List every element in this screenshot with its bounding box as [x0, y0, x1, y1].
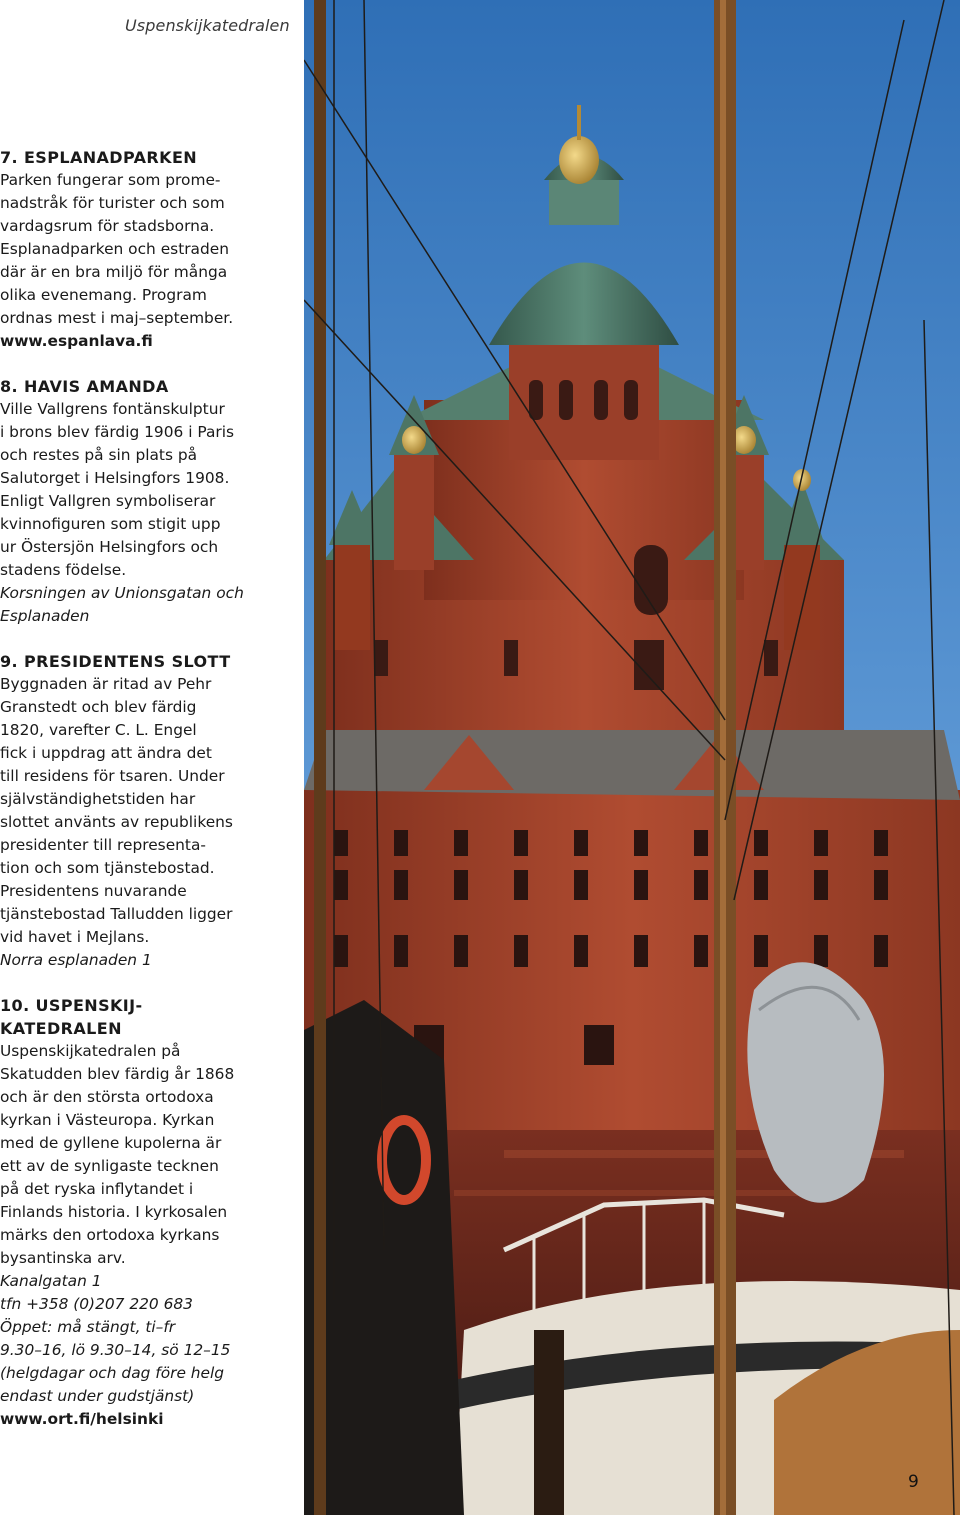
section-havis-amanda — [0, 375, 300, 628]
phone-line: tfn +358 (0)207 220 683 — [0, 1295, 193, 1313]
body-line: Ville Vallgrens fontänskulptur — [0, 400, 225, 418]
body-line: 1820, varefter C. L. Engel — [0, 721, 197, 739]
body-line: Esplanadparken och estraden — [0, 240, 229, 258]
section-heading: 8. HAVIS AMANDA — [0, 377, 169, 396]
body-line: och är den största ortodoxa — [0, 1088, 214, 1106]
address-line: Esplanaden — [0, 607, 90, 625]
text-column — [0, 146, 300, 1431]
cathedral-photo — [304, 0, 960, 1515]
cathedral-photo-illustration — [304, 0, 960, 1515]
section-gap — [0, 972, 300, 994]
body-line: fick i uppdrag att ändra det — [0, 744, 212, 762]
section-uspenskijkatedralen — [0, 994, 300, 1431]
body-line: och restes på sin plats på — [0, 446, 198, 464]
body-line: slottet använts av republikens — [0, 813, 233, 831]
body-line: Salutorget i Helsingfors 1908. — [0, 469, 230, 487]
body-line: Parken fungerar som prome- — [0, 171, 221, 189]
body-line: vardagsrum för stadsborna. — [0, 217, 215, 235]
body-line: ur Östersjön Helsingfors och — [0, 538, 219, 556]
section-esplanadparken — [0, 146, 300, 353]
body-line: stadens födelse. — [0, 561, 127, 579]
section-body — [0, 169, 300, 353]
body-line: Byggnaden är ritad av Pehr — [0, 675, 212, 693]
section-body — [0, 673, 300, 972]
section-gap — [0, 628, 300, 650]
body-line: självständighetstiden har — [0, 790, 196, 808]
body-line: Uspenskijkatedralen på — [0, 1042, 181, 1060]
opening-hours-line: Öppet: må stängt, ti–fr — [0, 1318, 176, 1336]
body-line: Finlands historia. I kyrkosalen — [0, 1203, 228, 1221]
body-line: tion och som tjänstebostad. — [0, 859, 215, 877]
section-heading: KATEDRALEN — [0, 1019, 122, 1038]
page-number: 9 — [908, 1472, 919, 1492]
address-line: Kanalgatan 1 — [0, 1272, 102, 1290]
section-heading: 10. USPENSKIJ- — [0, 996, 143, 1015]
opening-hours-line: (helgdagar och dag före helg — [0, 1364, 225, 1382]
body-line: Presidentens nuvarande — [0, 882, 187, 900]
website-link[interactable]: www.ort.fi/helsinki — [0, 1410, 164, 1428]
section-heading: 9. PRESIDENTENS SLOTT — [0, 652, 231, 671]
body-line: där är en bra miljö för många — [0, 263, 228, 281]
address-line: Norra esplanaden 1 — [0, 951, 152, 969]
body-line: i brons blev färdig 1906 i Paris — [0, 423, 235, 441]
body-line: Enligt Vallgren symboliserar — [0, 492, 216, 510]
body-line: presidenter till representa- — [0, 836, 206, 854]
body-line: på det ryska inflytandet i — [0, 1180, 194, 1198]
section-gap — [0, 353, 300, 375]
body-line: Skatudden blev färdig år 1868 — [0, 1065, 235, 1083]
section-body — [0, 398, 300, 628]
body-line: kvinnofiguren som stigit upp — [0, 515, 221, 533]
body-line: vid havet i Mejlans. — [0, 928, 150, 946]
body-line: nadstråk för turister och som — [0, 194, 225, 212]
body-line: kyrkan i Västeuropa. Kyrkan — [0, 1111, 215, 1129]
body-line: till residens för tsaren. Under — [0, 767, 225, 785]
website-link[interactable]: www.espanlava.fi — [0, 332, 153, 350]
body-line: olika evenemang. Program — [0, 286, 207, 304]
running-header: Uspenskijkatedralen — [125, 16, 290, 35]
body-line: Granstedt och blev färdig — [0, 698, 197, 716]
opening-hours-line: 9.30–16, lö 9.30–14, sö 12–15 — [0, 1341, 231, 1359]
body-line: med de gyllene kupolerna är — [0, 1134, 222, 1152]
body-line: bysantinska arv. — [0, 1249, 126, 1267]
opening-hours-line: endast under gudstjänst) — [0, 1387, 195, 1405]
section-body — [0, 1040, 300, 1431]
section-presidentens-slott — [0, 650, 300, 972]
body-line: märks den ortodoxa kyrkans — [0, 1226, 220, 1244]
body-line: ett av de synligaste tecknen — [0, 1157, 219, 1175]
body-line: tjänstebostad Talludden ligger — [0, 905, 233, 923]
address-line: Korsningen av Unionsgatan och — [0, 584, 244, 602]
section-heading: 7. ESPLANADPARKEN — [0, 148, 198, 167]
body-line: ordnas mest i maj–september. — [0, 309, 234, 327]
